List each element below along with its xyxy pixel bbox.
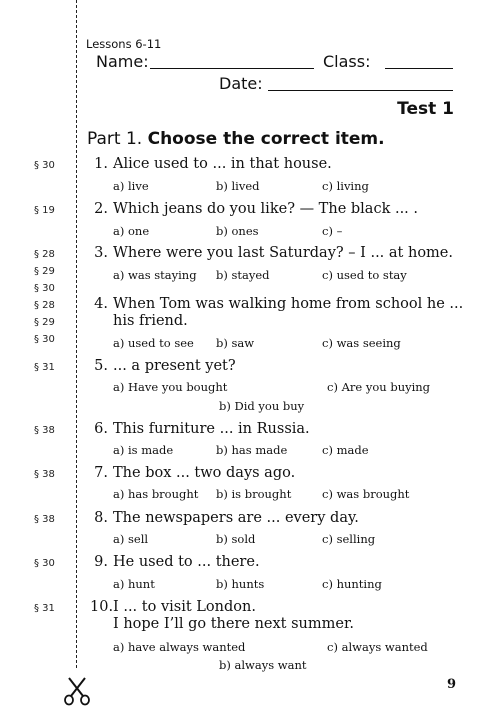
section-ref: § 30	[34, 160, 55, 171]
option-c[interactable]: c) was brought	[322, 487, 410, 501]
question	[90, 296, 463, 330]
question	[90, 245, 453, 262]
option-a[interactable]: a) have always wanted	[113, 640, 246, 654]
option-b[interactable]: b) stayed	[216, 268, 270, 282]
cut-line	[76, 0, 77, 668]
question	[90, 599, 354, 633]
section-ref: § 29	[34, 317, 55, 328]
section-ref: § 29	[34, 266, 55, 277]
option-a[interactable]: a) one	[113, 224, 150, 238]
question-text: Alice used to ... in that house.	[113, 156, 332, 172]
test-title: Test 1	[397, 99, 454, 119]
section-ref: § 30	[34, 558, 55, 569]
class-field[interactable]	[385, 68, 453, 69]
option-c[interactable]: c) hunting	[322, 577, 382, 591]
question-number: 9.	[94, 554, 108, 570]
option-b[interactable]: b) ones	[216, 224, 259, 238]
question-text: The box ... two days ago.	[113, 465, 296, 481]
scissors-icon	[63, 676, 91, 706]
section-ref: § 31	[34, 362, 55, 373]
question	[90, 510, 359, 527]
option-c[interactable]: c) living	[322, 179, 369, 193]
option-a[interactable]: a) is made	[113, 443, 174, 457]
option-a[interactable]: a) has brought	[113, 487, 199, 501]
option-a[interactable]: a) used to see	[113, 336, 194, 350]
section-ref: § 30	[34, 334, 55, 345]
question-text: I ... to visit London.	[113, 599, 256, 615]
option-c[interactable]: c) made	[322, 443, 369, 457]
page-number: 9	[446, 677, 456, 692]
question-text: Which jeans do you like? — The black ... .	[113, 201, 419, 217]
class-label: Class:	[323, 52, 371, 71]
option-a[interactable]: a) hunt	[113, 577, 155, 591]
option-b[interactable]: b) saw	[216, 336, 255, 350]
date-field[interactable]	[268, 90, 453, 91]
name-field[interactable]	[150, 68, 314, 69]
section-ref: § 28	[34, 249, 55, 260]
question-number: 1.	[94, 156, 108, 172]
option-c[interactable]: c) used to stay	[322, 268, 407, 282]
question-number: 4.	[94, 296, 108, 312]
option-b[interactable]: b) always want	[219, 658, 307, 672]
option-a[interactable]: a) Have you bought	[113, 380, 228, 394]
section-ref: § 28	[34, 300, 55, 311]
question-text: The newspapers are ... every day.	[113, 510, 359, 526]
section-ref: § 31	[34, 603, 55, 614]
question	[90, 421, 310, 438]
option-b[interactable]: b) lived	[216, 179, 260, 193]
option-c[interactable]: c) selling	[322, 532, 376, 546]
question-number: 6.	[94, 421, 108, 437]
option-a[interactable]: a) sell	[113, 532, 149, 546]
section-ref: § 19	[34, 205, 55, 216]
name-label: Name:	[96, 52, 149, 71]
question-text: This furniture ... in Russia.	[113, 421, 310, 437]
question-text-continued: I hope I’ll go there next summer.	[113, 616, 354, 632]
section-ref: § 38	[34, 425, 55, 436]
date-label: Date:	[219, 74, 263, 93]
question	[90, 156, 332, 173]
part-instruction: Choose the correct item.	[147, 129, 385, 149]
question-text: He used to ... there.	[113, 554, 260, 570]
option-c[interactable]: c) –	[322, 224, 343, 238]
option-a[interactable]: a) was staying	[113, 268, 197, 282]
option-b[interactable]: b) hunts	[216, 577, 265, 591]
option-c[interactable]: c) always wanted	[327, 640, 428, 654]
question-number: 3.	[94, 245, 108, 261]
question-number: 5.	[94, 358, 108, 374]
section-ref: § 38	[34, 514, 55, 525]
question-text: Where were you last Saturday? – I ... at home.	[113, 245, 453, 261]
question	[90, 465, 295, 482]
section-ref: § 30	[34, 283, 55, 294]
section-ref: § 38	[34, 469, 55, 480]
lessons-label: Lessons 6-11	[86, 37, 162, 51]
part-label: Part 1.	[87, 129, 143, 149]
option-b[interactable]: b) is brought	[216, 487, 292, 501]
question-text: ... a present yet?	[113, 358, 236, 374]
question	[90, 554, 260, 571]
question-text: When Tom was walking home from school he ...	[113, 296, 464, 312]
question-number: 10.	[90, 599, 114, 615]
question-text-continued: his friend.	[113, 313, 188, 329]
option-c[interactable]: c) was seeing	[322, 336, 401, 350]
option-c[interactable]: c) Are you buying	[327, 380, 431, 394]
option-b[interactable]: b) Did you buy	[219, 399, 305, 413]
question-number: 7.	[94, 465, 108, 481]
question-number: 2.	[94, 201, 108, 217]
option-b[interactable]: b) has made	[216, 443, 288, 457]
question-number: 8.	[94, 510, 108, 526]
question	[90, 358, 236, 375]
part-heading	[87, 129, 385, 149]
option-a[interactable]: a) live	[113, 179, 149, 193]
option-b[interactable]: b) sold	[216, 532, 256, 546]
question	[90, 201, 418, 218]
